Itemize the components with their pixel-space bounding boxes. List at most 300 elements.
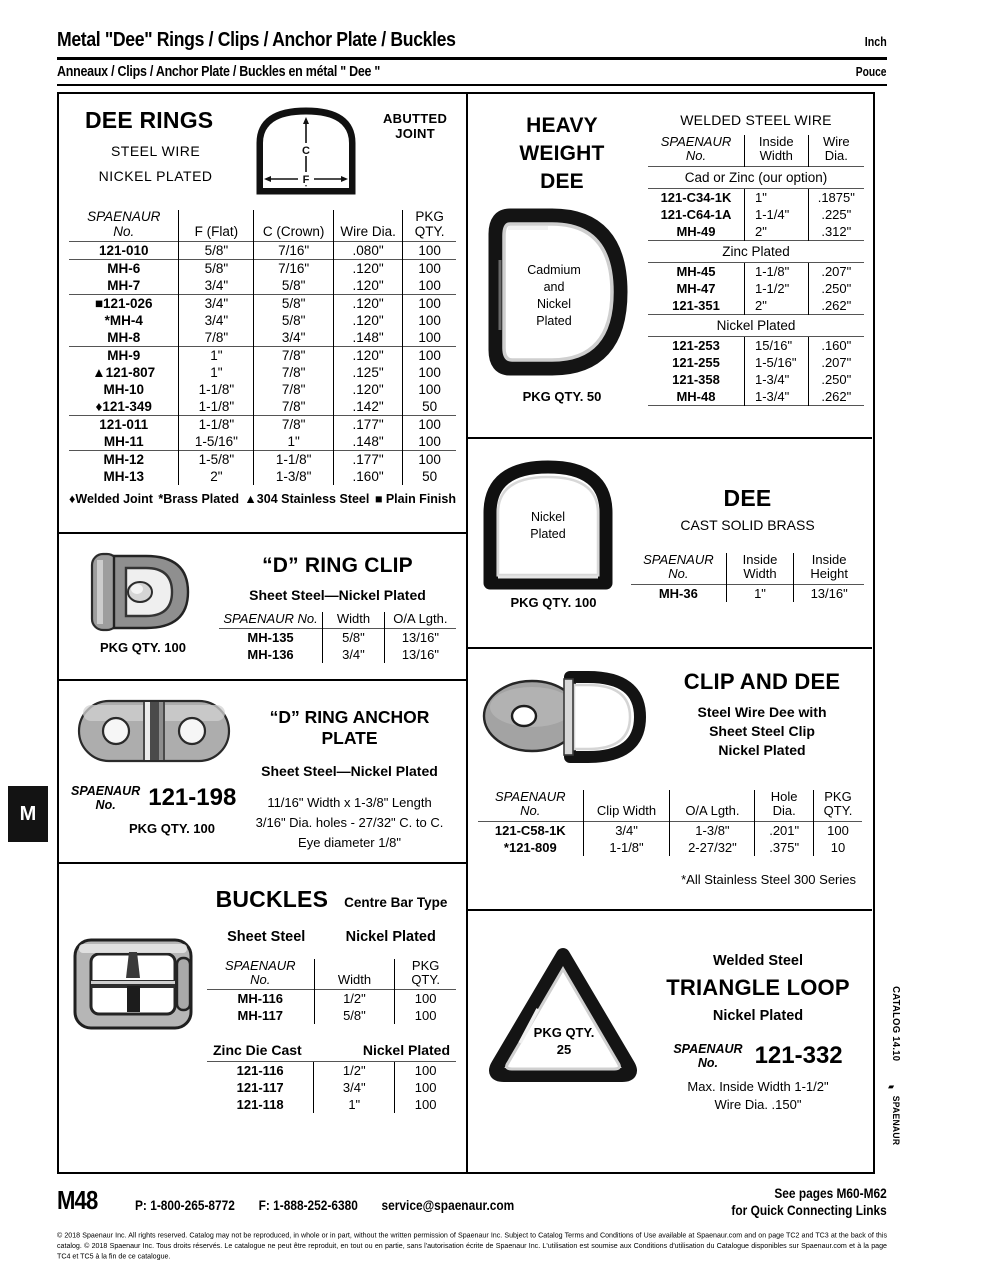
col-header-qty: QTY. (823, 803, 853, 819)
cell-part-number: MH-48 (676, 389, 716, 405)
cell-part-number: MH-6 (69, 260, 179, 278)
cell-value: .120" (333, 277, 403, 295)
section-dee-rings (59, 94, 466, 534)
cell-value: .250" (808, 280, 864, 297)
cell-value: 3/4" (179, 312, 254, 329)
see-pages-note (732, 1185, 887, 1219)
triangle-loop-sub-bot: Nickel Plated (712, 1008, 804, 1024)
cell-value: 7/8" (254, 416, 333, 434)
email-address[interactable]: service@spaenaur.com (381, 1197, 514, 1213)
cell-value: 7/8" (254, 381, 333, 398)
buckles-finish-2: Nickel Plated (362, 1042, 450, 1059)
cell-part-number: MH-11 (103, 434, 144, 450)
col-header-oa-lgth: O/A Lgth. (670, 790, 755, 822)
col-header-pkg: PKG (411, 958, 440, 973)
section-tab-letter: M (19, 802, 37, 825)
page-subtitle-french: Anneaux / Clips / Anchor Plate / Buckles en métal " Dee " (57, 63, 381, 80)
clip-and-dee-note: *All Stainless Steel 300 Series (681, 872, 856, 888)
cell-value: .201" (755, 822, 814, 840)
cell-value: 3/4" (583, 822, 670, 840)
table-row (69, 312, 456, 329)
cell-value: 3/4" (179, 277, 254, 295)
cell-value: 1-1/8" (583, 839, 670, 856)
cell-value: .160" (808, 337, 864, 355)
cell-part-number: *MH-4 (104, 313, 143, 329)
dee-brass-pkg-qty: PKG QTY. 100 (510, 595, 597, 610)
col-header-spaenaur: SPAENAUR (643, 552, 714, 567)
table-header-row (648, 135, 864, 167)
cell-value: 5/8" (254, 295, 333, 313)
cell-value: .080" (333, 242, 403, 260)
table-row (648, 337, 864, 355)
table-row (69, 260, 456, 278)
cell-part-number: 121-C58-1K (478, 822, 583, 840)
triangle-loop-label-line1: SPAENAUR (673, 1042, 743, 1056)
unit-label-english: Inch (865, 34, 887, 49)
table-row (69, 295, 456, 313)
cell-value: 100 (403, 347, 456, 365)
cell-value: 3/4" (323, 646, 385, 663)
cell-value: .125" (333, 364, 403, 381)
cell-value: .207" (808, 354, 864, 371)
dee-brass-caption-line2: Plated (530, 526, 566, 541)
cell-part-number: MH-7 (107, 278, 141, 294)
table-row (648, 371, 864, 388)
table-row (648, 189, 864, 207)
col-header-no: No. (113, 223, 135, 239)
table-row (219, 629, 456, 647)
cell-part-number: MH-135 (219, 629, 323, 647)
svg-text:C: C (302, 145, 311, 157)
cell-value: .120" (333, 347, 403, 365)
cell-value: 100 (403, 433, 456, 451)
cell-value: 1" (744, 189, 808, 207)
col-header-width: Width (323, 612, 385, 629)
buckles-finish-1: Nickel Plated (345, 929, 436, 945)
cell-part-number: 121-358 (672, 372, 720, 388)
anchor-plate-material: Sheet Steel—Nickel Plated (261, 763, 438, 779)
triangle-loop-label-line2: No. (697, 1056, 719, 1070)
table-row (648, 206, 864, 223)
cell-value: 1-1/8" (744, 263, 808, 281)
cell-value: .142" (333, 398, 403, 416)
cell-value: 100 (395, 1096, 456, 1113)
svg-text:F: F (302, 174, 310, 186)
spaenaur-logo-icon: ▰ (888, 1082, 895, 1091)
table-row (207, 1079, 456, 1096)
anchor-plate-label-line1: SPAENAUR (71, 784, 141, 798)
table-row (648, 223, 864, 241)
dee-rings-material: STEEL WIRE (110, 143, 201, 159)
cell-value: 100 (403, 277, 456, 295)
clip-and-dee-sub1: Steel Wire Dee with (697, 704, 827, 720)
cell-part-number: MH-116 (207, 990, 314, 1008)
cell-part-number: MH-9 (69, 347, 179, 365)
cell-value: 1-3/4" (744, 388, 808, 406)
triangle-loop-sub-top: Welded Steel (713, 953, 803, 969)
d-ring-clip-photo-icon (84, 544, 202, 639)
section-anchor-plate (59, 681, 466, 864)
table-row (69, 451, 456, 469)
cell-part-number: MH-13 (103, 469, 144, 485)
cell-part-number: ▲121-807 (92, 365, 156, 381)
cell-part-number: 121-116 (207, 1062, 314, 1080)
cell-value: 10 (813, 839, 862, 856)
triangle-loop-photo-icon (478, 939, 648, 1089)
cell-part-number: *121-809 (503, 840, 557, 856)
cell-value: 3/4" (179, 295, 254, 313)
col-header-spaenaur: SPAENAUR (224, 958, 296, 973)
buckles-table-sheet-steel (207, 959, 456, 1024)
table-row (69, 433, 456, 451)
table-row (69, 329, 456, 347)
table-row (69, 364, 456, 381)
cell-part-number: MH-10 (103, 382, 144, 398)
col-header-spaenaur: SPAENAUR (87, 209, 161, 224)
cell-part-number: 121-010 (69, 242, 179, 260)
section-triangle-loop (468, 911, 872, 1171)
cell-value: 1-1/4" (744, 206, 808, 223)
cell-value: 2" (179, 468, 254, 485)
cell-part-number: 121-C34-1K (648, 189, 744, 207)
cell-value: 1-1/8" (179, 398, 254, 416)
d-ring-clip-pkg-qty: PKG QTY. 100 (100, 640, 186, 655)
cell-value: 7/8" (179, 329, 254, 347)
cell-value: 100 (403, 329, 456, 347)
phone-number: P: 1-800-265-8772 (134, 1197, 235, 1213)
heavy-dee-pkg-qty: PKG QTY. 50 (522, 389, 602, 404)
table-header-row (478, 790, 862, 822)
section-heavy-weight-dee (468, 94, 872, 439)
table-group-label: Cad or Zinc (our option) (648, 167, 864, 189)
cell-part-number: 121-011 (69, 416, 179, 434)
col-header-f-flat: F (Flat) (179, 210, 254, 242)
cell-part-number: MH-8 (107, 330, 141, 346)
col-header-width: Width (314, 959, 395, 990)
cell-value: 1-1/2" (744, 280, 808, 297)
content-frame (57, 92, 875, 1174)
cell-value: 100 (403, 312, 456, 329)
clip-and-dee-title: CLIP AND DEE (683, 669, 841, 694)
anchor-plate-spec-holes: 3/16" Dia. holes - 27/32" C. to C. (255, 815, 444, 830)
right-column (468, 94, 872, 1172)
col-header-no: No. (685, 148, 707, 164)
header-divider-2 (57, 84, 887, 87)
col-header-no: No. (668, 566, 689, 582)
cell-value: 1-5/16" (744, 354, 808, 371)
cell-value: 1-1/8" (179, 381, 254, 398)
buckles-material-2: Zinc Die Cast (213, 1042, 302, 1059)
table-group-label-row (648, 241, 864, 263)
cell-value: 5/8" (323, 629, 385, 647)
dee-brass-caption-line1: Nickel (530, 510, 566, 524)
col-header-qty: QTY. (414, 223, 445, 239)
heavy-dee-caption-line3: Nickel (536, 296, 572, 311)
cell-value: .120" (333, 312, 403, 329)
cell-value: .148" (333, 329, 403, 347)
brand-label: SPAENAUR (890, 1095, 901, 1146)
cell-part-number: MH-12 (69, 451, 179, 469)
col-header-pkg: PKG (415, 209, 444, 224)
cell-value: 50 (403, 398, 456, 416)
cell-value: 100 (403, 242, 456, 260)
cell-value: .120" (333, 381, 403, 398)
cell-value: 15/16" (744, 337, 808, 355)
col-header-inside-width-2: Width (743, 566, 777, 582)
dee-rings-legend (69, 492, 456, 506)
cell-value: .177" (333, 451, 403, 469)
cell-value: .375" (755, 839, 814, 856)
cell-value: 100 (813, 822, 862, 840)
table-row (207, 1096, 456, 1113)
table-row (69, 398, 456, 416)
cell-value: 1-5/16" (179, 433, 254, 451)
col-header-no: No. (250, 972, 271, 988)
heavy-dee-title-line1: HEAVY (526, 114, 598, 137)
cell-value: 7/8" (254, 364, 333, 381)
buckles-title: BUCKLES (215, 886, 329, 912)
buckles-material-1: Sheet Steel (227, 929, 306, 945)
cell-value: .262" (808, 388, 864, 406)
triangle-loop-pkg-line2: 25 (556, 1041, 572, 1057)
section-tab-marker (8, 786, 48, 842)
cell-value: 13/16" (384, 629, 456, 647)
abutted-joint-label-line1: ABUTTED (382, 111, 448, 126)
heavy-dee-caption-line2: and (543, 279, 565, 294)
cell-value: 3/4" (254, 329, 333, 347)
dee-rings-table (69, 210, 456, 485)
col-header-hole: Hole (770, 789, 798, 804)
cell-value: 1/2" (314, 1062, 395, 1080)
page-footer (57, 1185, 887, 1262)
cell-value: 13/16" (794, 585, 864, 603)
table-row (207, 1062, 456, 1080)
col-header-no: No. (520, 803, 541, 819)
cell-value: .177" (333, 416, 403, 434)
col-header-spaenaur: SPAENAUR (660, 134, 732, 149)
cell-value: .160" (333, 468, 403, 485)
cell-part-number: 121-C64-1A (660, 207, 732, 223)
cell-value: .312" (808, 223, 864, 241)
table-row (648, 280, 864, 297)
table-row (478, 822, 862, 840)
triangle-loop-pkg-line1: PKG QTY. (533, 1025, 595, 1040)
cell-value: .262" (808, 297, 864, 315)
cell-value: 1" (254, 433, 333, 451)
cell-value: 5/8" (254, 277, 333, 295)
col-header-inside-height-1: Inside (811, 552, 847, 567)
cell-value: .1875" (808, 189, 864, 207)
heavy-dee-caption-line4: Plated (536, 313, 572, 328)
cell-value: 100 (395, 1062, 456, 1080)
cell-value: 1" (726, 585, 794, 603)
heavy-dee-title-line3: DEE (540, 170, 584, 193)
table-row (69, 381, 456, 398)
cell-value: 100 (403, 295, 456, 313)
heavy-dee-caption-line1: Cadmium (527, 263, 581, 277)
cell-part-number: ♦121-349 (95, 399, 152, 415)
section-clip-and-dee (468, 649, 872, 911)
dee-rings-finish: NICKEL PLATED (98, 168, 213, 184)
cell-part-number: ■121-026 (69, 295, 179, 313)
col-header-width: Width (759, 148, 793, 164)
anchor-plate-title: “D” RING ANCHOR PLATE (269, 707, 430, 748)
clip-and-dee-photo-icon (478, 659, 658, 769)
section-d-ring-clip (59, 534, 466, 681)
table-row (207, 1007, 456, 1024)
cell-value: 1" (179, 347, 254, 365)
cell-value: 100 (403, 364, 456, 381)
cell-value: 5/8" (179, 242, 254, 260)
buckle-photo-icon (67, 930, 199, 1038)
cell-value: 100 (395, 1007, 456, 1024)
section-buckles (59, 864, 466, 1171)
cell-part-number: MH-45 (648, 263, 744, 281)
cell-part-number: MH-47 (676, 281, 716, 297)
table-row (69, 242, 456, 260)
d-ring-clip-title: “D” RING CLIP (262, 554, 413, 577)
heavy-dee-title-line2: WEIGHT (519, 142, 605, 165)
anchor-plate-label-line2: No. (95, 798, 116, 812)
cell-value: 5/8" (254, 312, 333, 329)
cell-value: 1" (314, 1096, 395, 1113)
cell-part-number: 121-117 (236, 1080, 284, 1096)
cell-value: 1-3/8" (670, 822, 755, 840)
triangle-loop-spec-wire: Wire Dia. .150" (714, 1097, 802, 1112)
cell-value: 3/4" (314, 1079, 395, 1096)
cell-value: 7/8" (254, 347, 333, 365)
col-header-inside-width-1: Inside (742, 552, 778, 567)
table-row (478, 839, 862, 856)
see-pages-line2: for Quick Connecting Links (731, 1202, 887, 1219)
header-divider (57, 57, 887, 60)
table-row (648, 263, 864, 281)
table-header-row (631, 553, 864, 585)
legend-brass-plated: *Brass Plated (158, 492, 239, 507)
cell-value: 1" (179, 364, 254, 381)
legend-stainless: ▲304 Stainless Steel (244, 492, 370, 507)
table-group-label: Nickel Plated (648, 315, 864, 337)
cell-value: 100 (403, 451, 456, 469)
triangle-loop-title: TRIANGLE LOOP (666, 975, 850, 1000)
cell-part-number: 121-255 (672, 355, 720, 371)
legend-welded-joint: ♦Welded Joint (69, 492, 153, 507)
left-column (59, 94, 468, 1172)
cell-value: 1-5/8" (179, 451, 254, 469)
d-ring-clip-table (219, 612, 456, 663)
cell-value: .225" (808, 206, 864, 223)
dee-brass-title: DEE (723, 485, 772, 511)
triangle-loop-spec-width: Max. Inside Width 1-1/2" (687, 1079, 829, 1094)
anchor-plate-spec-dimensions: 11/16" Width x 1-3/8" Length (267, 795, 432, 810)
cell-value: 5/8" (179, 260, 254, 278)
col-header-inside-height-2: Height (810, 566, 848, 582)
table-row (69, 347, 456, 365)
col-header-inside: Inside (758, 134, 794, 149)
triangle-loop-part-number: 121-332 (754, 1042, 843, 1069)
cell-value: 1/2" (314, 990, 395, 1008)
cell-value: 100 (395, 1079, 456, 1096)
cell-value: 100 (395, 990, 456, 1008)
col-header-wire: Wire (822, 134, 850, 149)
cell-part-number: 121-118 (236, 1097, 284, 1113)
table-row (648, 297, 864, 315)
cell-value: 7/16" (254, 242, 333, 260)
clip-and-dee-sub3: Nickel Plated (718, 742, 806, 758)
dee-brass-table (631, 553, 864, 602)
cell-part-number: MH-36 (631, 585, 726, 603)
copyright-fine-print: © 2018 Spaenaur Inc. All rights reserved. Catalog may not be reproduced, in whole or in part, without the written permission of Spaenaur Inc. Subject to Catalog Terms and Conditions of Use available at Spaenaur.com and on page TC2 and TC3 at the back of this catalog. © 2018 Spaenaur Inc. Tous droits réservés. Le catalogue ne peut être reproduit, en tout ou en partie, sans l'autorisation écrite de Spaenaur Inc. L'utilisation est soumise aux Conditions d'utilisation du Catalogue disponibles sur Spaenaur.com et à la page TC4 et TC5 à la fin de ce catalogue. (57, 1231, 887, 1261)
cell-part-number: 121-351 (672, 298, 720, 314)
heavy-dee-table (648, 135, 864, 408)
cell-value: 2-27/32" (670, 839, 755, 856)
table-row (648, 354, 864, 371)
col-header-dia: Dia. (824, 148, 848, 164)
anchor-plate-pkg-qty: PKG QTY. 100 (129, 821, 215, 836)
col-header-wire-dia: Wire Dia. (333, 210, 403, 242)
table-row (69, 416, 456, 434)
page-number: M48 (57, 1185, 98, 1215)
col-header-oa-lgth: O/A Lgth. (384, 612, 456, 629)
dee-brass-subtitle: CAST SOLID BRASS (680, 517, 815, 533)
catalog-edition-label: CATALOG 14.10 (890, 986, 902, 1062)
cell-value: .148" (333, 433, 403, 451)
abutted-joint-label-line2: JOINT (395, 126, 435, 141)
table-row (69, 277, 456, 295)
cell-value: 2" (744, 297, 808, 315)
heavy-dee-table-title: WELDED STEEL WIRE (680, 112, 832, 128)
cell-value: 1-1/8" (179, 416, 254, 434)
cell-value: 100 (403, 381, 456, 398)
see-pages-line1: See pages M60-M62 (774, 1185, 887, 1201)
cell-value: 2" (744, 223, 808, 241)
cell-part-number: MH-117 (237, 1008, 284, 1024)
cell-value: 50 (403, 468, 456, 485)
buckles-table-zinc-die-cast (207, 1061, 456, 1113)
contact-info (135, 1197, 535, 1213)
table-row (207, 990, 456, 1008)
table-header-row (69, 210, 456, 242)
table-header-row (219, 612, 456, 629)
cell-value: .120" (333, 260, 403, 278)
anchor-plate-photo-icon (73, 691, 239, 771)
col-header-qty: QTY. (411, 972, 440, 988)
cell-value: 100 (403, 260, 456, 278)
table-row (69, 468, 456, 485)
col-header-c-crown: C (Crown) (254, 210, 333, 242)
cell-value: 1-3/8" (254, 468, 333, 485)
table-header-row (207, 959, 456, 990)
anchor-plate-spec-eye: Eye diameter 1/8" (298, 835, 401, 850)
cell-value: .120" (333, 295, 403, 313)
table-group-label-row (648, 315, 864, 337)
table-bottom-rule (648, 406, 864, 408)
page-title: Metal "Dee" Rings / Clips / Anchor Plate / Buckles (57, 28, 456, 51)
table-group-label-row (648, 167, 864, 189)
dee-ring-diagram-icon (242, 103, 374, 199)
anchor-plate-part-number: 121-198 (148, 784, 237, 811)
col-header-dia: Dia. (772, 803, 796, 819)
section-dee-cast-brass (468, 439, 872, 649)
table-row (631, 585, 864, 603)
cell-value: .250" (808, 371, 864, 388)
cell-value: 7/8" (254, 398, 333, 416)
table-row (648, 388, 864, 406)
col-header-clip-width: Clip Width (583, 790, 670, 822)
clip-and-dee-sub2: Sheet Steel Clip (709, 723, 815, 739)
clip-and-dee-table (478, 790, 862, 856)
cell-value: 1-3/4" (744, 371, 808, 388)
